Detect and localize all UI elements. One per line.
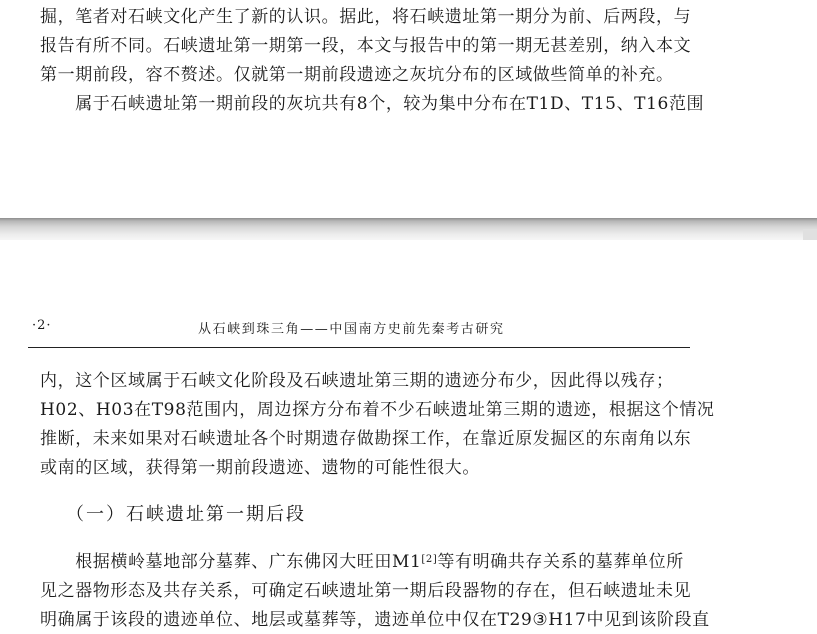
body-text-line: 推断，未来如果对石峡遗址各个时期遗存做勘探工作，在靠近原发掘区的东南角以东 xyxy=(40,429,692,449)
page-separator-corner xyxy=(803,229,817,240)
body-text-line: H02、H03在T98范围内，周边探方分布着不少石峡遗址第三期的遗迹，根据这个情况 xyxy=(40,400,715,420)
page-separator xyxy=(0,218,817,240)
body-text-line: 明确属于该段的遗迹单位、地层或墓葬等，遗迹单位中仅在T29③H17中见到该阶段直 xyxy=(40,610,710,630)
body-text-line: 报告有所不同。石峡遗址第一期第一段，本文与报告中的第一期无甚差别，纳入本文 xyxy=(40,36,692,56)
body-text-line xyxy=(40,548,684,576)
page-number: ·2· xyxy=(32,318,52,333)
running-title: 从石峡到珠三角——中国南方史前先秦考古研究 xyxy=(198,322,505,337)
body-text-segment: 根据横岭墓地部分墓葬、广东佛冈大旺田M1 xyxy=(40,552,422,572)
body-text-line: 内，这个区域属于石峡文化阶段及石峡遗址第三期的遗迹分布少，因此得以残存； xyxy=(40,371,674,391)
section-heading: （一）石峡遗址第一期后段 xyxy=(66,504,306,525)
body-text-line: 第一期前段，容不赘述。仅就第一期前段遗迹之灰坑分布的区域做些简单的补充。 xyxy=(40,65,674,85)
footnote-reference[interactable]: [2] xyxy=(421,554,438,565)
body-text-line: 见之器物形态及共存关系，可确定石峡遗址第一期后段器物的存在，但石峡遗址未见 xyxy=(40,581,692,601)
body-text-line: 掘，笔者对石峡文化产生了新的认识。据此，将石峡遗址第一期分为前、后两段，与 xyxy=(40,7,692,27)
body-text-line: 或南的区域，获得第一期前段遗迹、遗物的可能性很大。 xyxy=(40,458,480,478)
body-text-segment: 等有明确共存关系的墓葬单位所 xyxy=(437,552,684,572)
upper-page xyxy=(0,0,817,218)
body-text-line: 属于石峡遗址第一期前段的灰坑共有8个，较为集中分布在T1D、T15、T16范围 xyxy=(40,94,705,114)
header-rule xyxy=(28,347,690,348)
